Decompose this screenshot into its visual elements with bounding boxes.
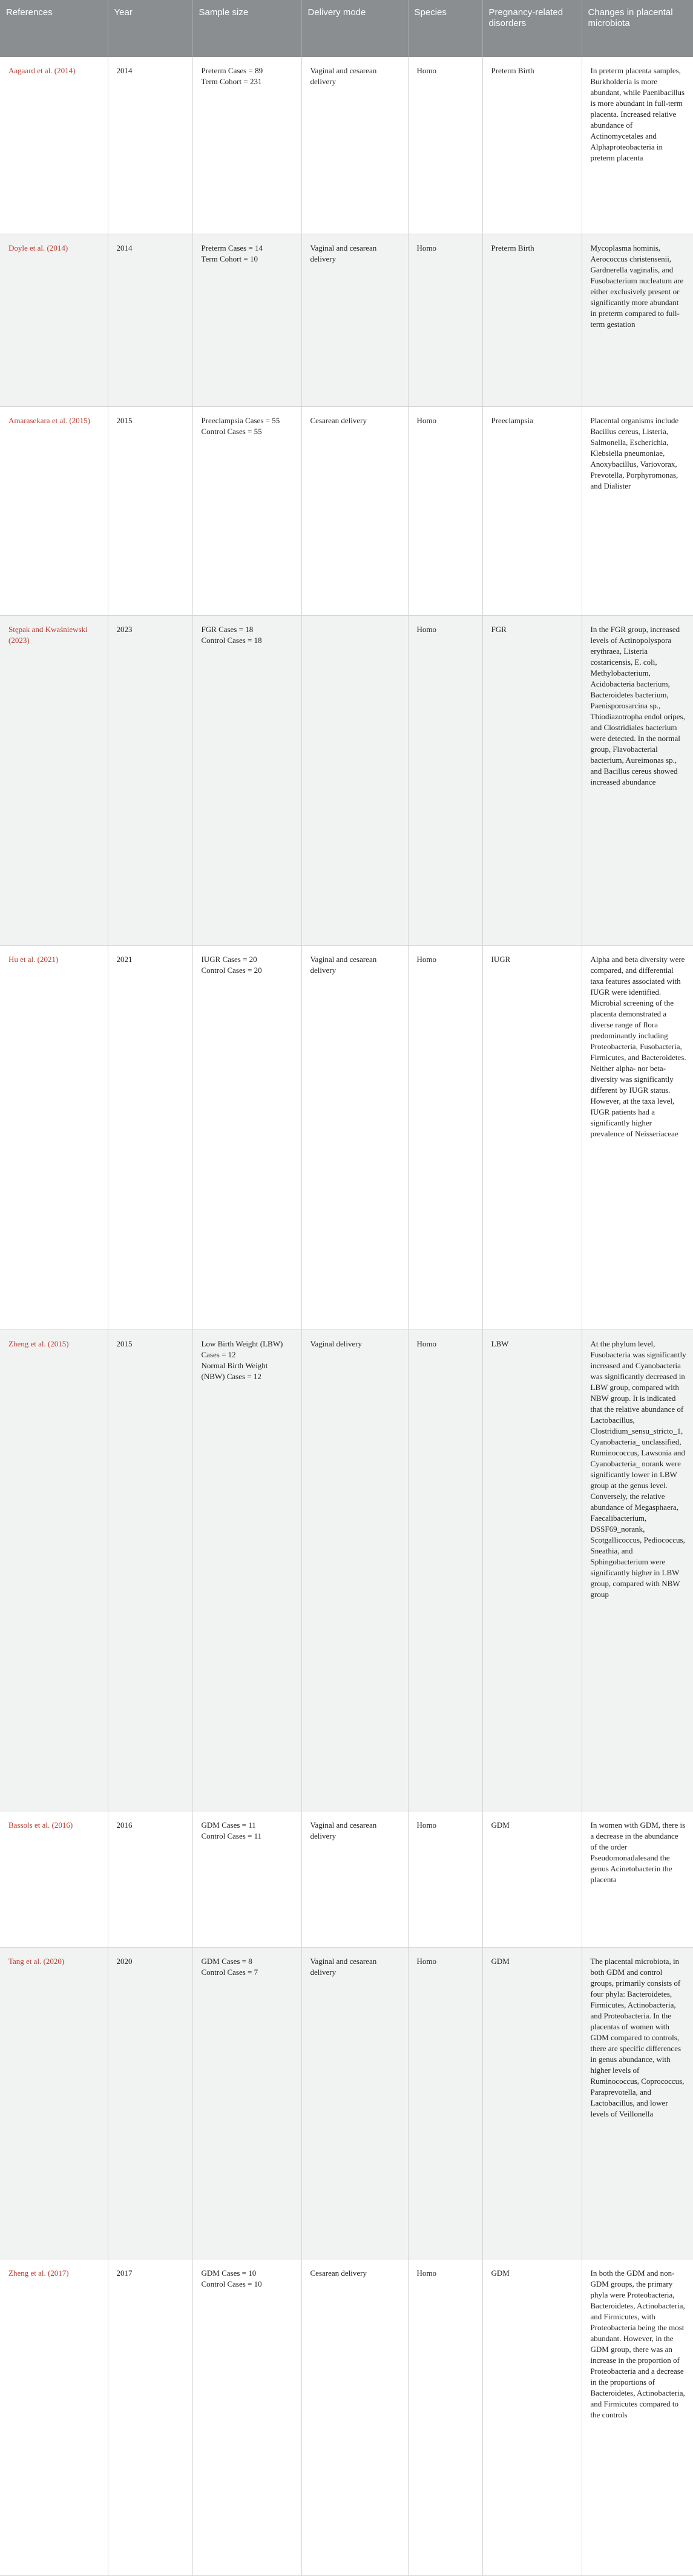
disorder-cell: Preterm Birth: [482, 234, 582, 407]
disorder-cell: Preeclampsia: [482, 407, 582, 616]
species-cell: Homo: [408, 234, 482, 407]
changes-cell: In the FGR group, increased levels of Actinopolyspora erythraea, Listeria costaricensis, E. coli, Methylobacterium, Acidobacteria bacterium, Bacteroidetes bacterium, Paenisporosarcina sp., Thiodiazotropha endol oripes, and Clostridiales bacterium were detected. In the normal group, Flavobacterial bacterium, Aureimonas sp., and Bacillus cereus showed increased abundance: [582, 616, 693, 946]
year-cell: 2015: [108, 1330, 192, 1811]
sample-size-cell: [192, 234, 301, 407]
sample-size-line: Control Cases = 7: [201, 1968, 258, 1977]
sample-size-cell: [192, 946, 301, 1330]
disorder-cell: GDM: [482, 2259, 582, 2576]
changes-cell: In women with GDM, there is a decrease in the abundance of the order Pseudomonadalesand the genus Acinetobacterin the placenta: [582, 1811, 693, 1948]
sample-size-line: Preeclampsia Cases = 55: [201, 416, 280, 425]
reference-link[interactable]: Aagaard et al. (2014): [0, 57, 108, 234]
species-cell: Homo: [408, 2259, 482, 2576]
header-year: Year: [108, 0, 192, 57]
reference-link[interactable]: Stępak and Kwaśniewski (2023): [0, 616, 108, 946]
table-row: [0, 407, 693, 616]
delivery-mode-cell: Cesarean delivery: [301, 2259, 408, 2576]
species-cell: Homo: [408, 616, 482, 946]
disorder-cell: GDM: [482, 1811, 582, 1948]
year-cell: 2023: [108, 616, 192, 946]
year-cell: 2014: [108, 234, 192, 407]
changes-cell: In both the GDM and non-GDM groups, the primary phyla were Proteobacteria, Bacteroidetes, Actinobacteria, and Firmicutes, with Proteobacteria being the most abundant. However, in the GDM group, there was an increase in the proportion of Proteobacteria and a decrease in the proportions of Bacteroidetes, Actinobacteria, and Firmicutes compared to the controls: [582, 2259, 693, 2576]
species-cell: Homo: [408, 57, 482, 234]
sample-size-line: Normal Birth Weight (NBW) Cases = 12: [201, 1361, 268, 1381]
year-cell: 2014: [108, 57, 192, 234]
sample-size-line: Term Cohort = 10: [201, 254, 258, 263]
reference-link[interactable]: Tang et al. (2020): [0, 1948, 108, 2259]
sample-size-line: Control Cases = 11: [201, 1831, 262, 1840]
sample-size-line: Preterm Cases = 14: [201, 243, 263, 252]
changes-cell: Mycoplasma hominis, Aerococcus christensenii, Gardnerella vaginalis, and Fusobacterium nucleatum are either exclusively present or significantly more abundant in preterm compared to full-term gestation: [582, 234, 693, 407]
sample-size-cell: [192, 1811, 301, 1948]
year-cell: 2021: [108, 946, 192, 1330]
table-row: [0, 1948, 693, 2259]
sample-size-cell: [192, 2259, 301, 2576]
sample-size-cell: [192, 1948, 301, 2259]
sample-size-line: Control Cases = 18: [201, 636, 262, 645]
delivery-mode-cell: Vaginal and cesarean delivery: [301, 57, 408, 234]
reference-link[interactable]: Bassols et al. (2016): [0, 1811, 108, 1948]
sample-size-line: Control Cases = 10: [201, 2279, 262, 2288]
reference-link[interactable]: Doyle et al. (2014): [0, 234, 108, 407]
delivery-mode-cell: Cesarean delivery: [301, 407, 408, 616]
sample-size-cell: [192, 57, 301, 234]
sample-size-line: Control Cases = 20: [201, 966, 262, 975]
table-row: [0, 616, 693, 946]
disorder-cell: IUGR: [482, 946, 582, 1330]
table-body: [0, 57, 693, 2576]
table-row: [0, 57, 693, 234]
year-cell: 2020: [108, 1948, 192, 2259]
species-cell: Homo: [408, 1948, 482, 2259]
disorder-cell: Preterm Birth: [482, 57, 582, 234]
table-row: [0, 234, 693, 407]
year-cell: 2017: [108, 2259, 192, 2576]
disorder-cell: FGR: [482, 616, 582, 946]
changes-cell: At the phylum level, Fusobacteria was significantly increased and Cyanobacteria was significantly decreased in LBW group, compared with NBW group. It is indicated that the relative abundance of Lactobacillus, Clostridium_sensu_stricto_1, Cyanobacteria_ unclassified, Ruminococcus, Lawsonia and Cyanobacteria_ norank were significantly lower in LBW group at the genus level. Conversely, the relative abundance of Megasphaera, Faecalibacterium, DSSF69_norank, Scotgallicoccus, Pediococcus, Sneathia, and Sphingobacterium were significantly higher in LBW group, compared with NBW group: [582, 1330, 693, 1811]
reference-link[interactable]: Zheng et al. (2015): [0, 1330, 108, 1811]
table-header: [0, 0, 693, 57]
sample-size-line: Preterm Cases = 89: [201, 66, 263, 75]
sample-size-cell: [192, 1330, 301, 1811]
disorder-cell: LBW: [482, 1330, 582, 1811]
disorder-cell: GDM: [482, 1948, 582, 2259]
sample-size-cell: [192, 616, 301, 946]
sample-size-line: FGR Cases = 18: [201, 625, 254, 634]
changes-cell: In preterm placenta samples, Burkholderia is more abundant, while Paenibacillus is more abundant in full-term placenta. Increased relative abundance of Actinomycetales and Alphaproteobacteria in preterm placenta: [582, 57, 693, 234]
sample-size-line: GDM Cases = 11: [201, 1820, 256, 1830]
year-cell: 2016: [108, 1811, 192, 1948]
header-row: [0, 0, 693, 57]
delivery-mode-cell: Vaginal and cesarean delivery: [301, 1811, 408, 1948]
reference-link[interactable]: Zheng et al. (2017): [0, 2259, 108, 2576]
reference-link[interactable]: Hu et al. (2021): [0, 946, 108, 1330]
header-changes: Changes in placental microbiota: [582, 0, 693, 57]
header-disorders: Pregnancy-related disorders: [482, 0, 582, 57]
sample-size-line: Control Cases = 55: [201, 427, 262, 436]
delivery-mode-cell: [301, 616, 408, 946]
header-references: References: [0, 0, 108, 57]
species-cell: Homo: [408, 1811, 482, 1948]
sample-size-line: Low Birth Weight (LBW) Cases = 12: [201, 1339, 283, 1359]
delivery-mode-cell: Vaginal delivery: [301, 1330, 408, 1811]
table-row: [0, 1811, 693, 1948]
changes-cell: Placental organisms include Bacillus cereus, Listeria, Salmonella, Escherichia, Klebsiella pneumoniae, Anoxybacillus, Variovorax, Prevotella, Porphyromonas, and Dialister: [582, 407, 693, 616]
year-cell: 2015: [108, 407, 192, 616]
species-cell: Homo: [408, 946, 482, 1330]
changes-cell: The placental microbiota, in both GDM and control groups, primarily consists of four phyla: Bacteroidetes, Firmicutes, Actinobacteria, and Proteobacteria. In the placentas of women with GDM compared to controls, there are specific differences in genus abundance, with higher levels of Ruminococcus, Coprococcus, Paraprevotella, and Lactobacillus, and lower levels of Veillonella: [582, 1948, 693, 2259]
table-row: [0, 1330, 693, 1811]
delivery-mode-cell: Vaginal and cesarean delivery: [301, 946, 408, 1330]
delivery-mode-cell: Vaginal and cesarean delivery: [301, 234, 408, 407]
species-cell: Homo: [408, 1330, 482, 1811]
header-sample-size: Sample size: [192, 0, 301, 57]
changes-cell: Alpha and beta diversity were compared, and differential taxa features associated with IUGR were identified. Microbial screening of the placenta demonstrated a diverse range of flora predominantly including Proteobacteria, Fusobacteria, Firmicutes, and Bacteroidetes. Neither alpha- nor beta-diversity was significantly different by IUGR status. However, at the taxa level, IUGR patients had a significantly higher prevalence of Neisseriaceae: [582, 946, 693, 1330]
sample-size-line: GDM Cases = 8: [201, 1957, 252, 1966]
species-cell: Homo: [408, 407, 482, 616]
sample-size-line: IUGR Cases = 20: [201, 955, 257, 964]
sample-size-line: Term Cohort = 231: [201, 77, 262, 86]
sample-size-line: GDM Cases = 10: [201, 2268, 257, 2278]
sample-size-cell: [192, 407, 301, 616]
header-delivery-mode: Delivery mode: [301, 0, 408, 57]
table-row: [0, 2259, 693, 2576]
header-species: Species: [408, 0, 482, 57]
table-row: [0, 946, 693, 1330]
reference-link[interactable]: Amarasekara et al. (2015): [0, 407, 108, 616]
delivery-mode-cell: Vaginal and cesarean delivery: [301, 1948, 408, 2259]
